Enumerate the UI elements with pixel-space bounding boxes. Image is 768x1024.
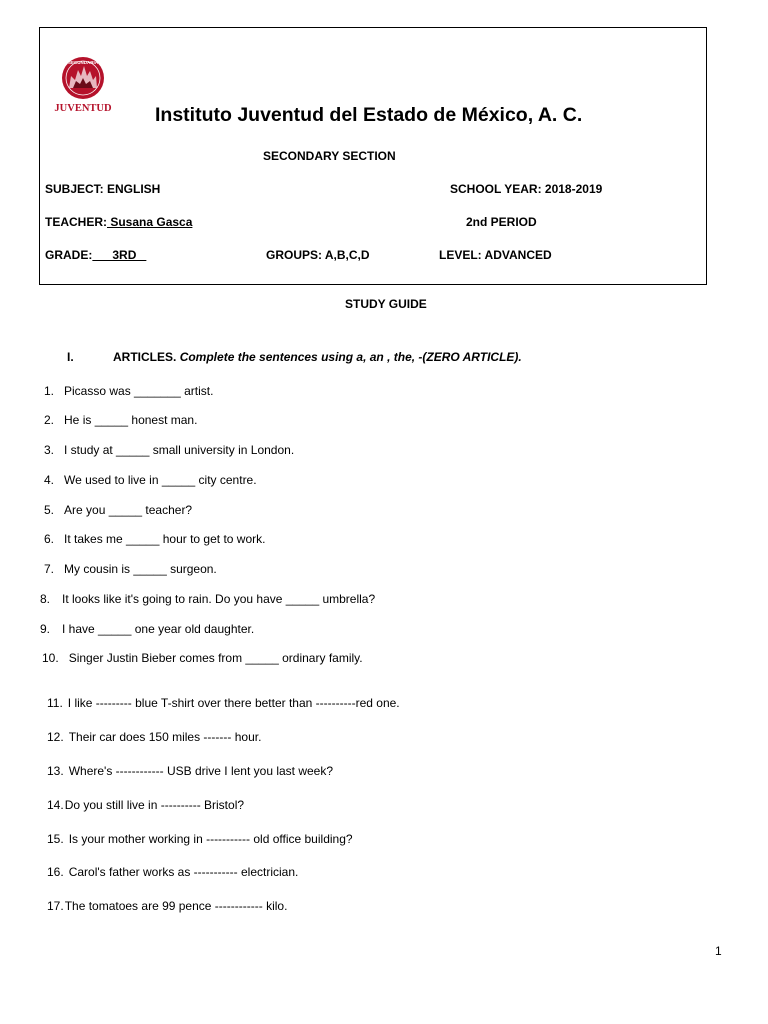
question-number: 1. — [44, 384, 55, 398]
question-number: 14. — [47, 798, 64, 812]
grade-value: 3RD — [92, 248, 147, 262]
level-label: LEVEL: ADVANCED — [439, 248, 552, 262]
section-heading — [67, 350, 522, 364]
question-item — [44, 473, 257, 487]
svg-text:JUVENTUD: JUVENTUD — [54, 103, 112, 114]
question-text: Is your mother working in ----------- old office building? — [68, 832, 353, 846]
question-item — [44, 384, 213, 398]
question-text: He is _____ honest man. — [64, 413, 198, 427]
question-text: I have _____ one year old daughter. — [62, 622, 255, 636]
question-text: Picasso was _______ artist. — [64, 384, 214, 398]
question-text: I like --------- blue T-shirt over there better than ----------red one. — [67, 696, 400, 710]
question-number: 13. — [47, 764, 64, 778]
question-text: My cousin is _____ surgeon. — [64, 562, 217, 576]
question-item — [44, 503, 192, 517]
question-text: I study at _____ small university in London. — [64, 443, 295, 457]
question-number: 16. — [47, 865, 64, 879]
question-text: The tomatoes are 99 pence ------------ kilo. — [64, 899, 288, 913]
question-number: 2. — [44, 413, 55, 427]
question-item — [44, 532, 265, 546]
section-title: ARTICLES. — [113, 350, 177, 364]
question-item — [47, 865, 298, 879]
question-item — [47, 764, 333, 778]
section-number: I. — [67, 350, 74, 364]
question-text: Carol's father works as ----------- electrician. — [68, 865, 299, 879]
question-number: 15. — [47, 832, 64, 846]
question-number: 17. — [47, 899, 64, 913]
subject-label: SUBJECT: ENGLISH — [45, 182, 161, 196]
svg-text:SECUNDARIA: SECUNDARIA — [67, 60, 99, 65]
school-logo — [49, 54, 117, 116]
question-item — [47, 832, 353, 846]
section-label: SECONDARY SECTION — [263, 149, 396, 163]
question-number: 10. — [42, 651, 59, 665]
school-year-label: SCHOOL YEAR: 2018-2019 — [450, 182, 603, 196]
grade-label: GRADE: 3RD — [45, 248, 147, 262]
question-number: 5. — [44, 503, 55, 517]
question-item — [47, 899, 287, 913]
question-item — [47, 798, 244, 812]
question-text: It takes me _____ hour to get to work. — [64, 532, 266, 546]
question-number: 12. — [47, 730, 64, 744]
institution-title: Instituto Juventud del Estado de México, A. C. — [155, 104, 583, 126]
question-number: 11. — [47, 696, 63, 710]
question-item — [44, 443, 294, 457]
study-guide-title: STUDY GUIDE — [345, 297, 427, 311]
question-text: We used to live in _____ city centre. — [64, 473, 257, 487]
question-number: 9. — [40, 622, 51, 636]
question-text: It looks like it's going to rain. Do you have _____ umbrella? — [62, 592, 376, 606]
question-number: 8. — [40, 592, 51, 606]
question-text: Where's ------------ USB drive I lent you last week? — [68, 764, 334, 778]
question-number: 7. — [44, 562, 55, 576]
question-item — [40, 622, 254, 636]
question-text: Singer Justin Bieber comes from _____ ordinary family. — [68, 651, 363, 665]
section-instruction: Complete the sentences using a, an , the, -(ZERO ARTICLE). — [179, 350, 522, 364]
question-number: 3. — [44, 443, 55, 457]
question-item — [47, 696, 400, 710]
teacher-name: Susana Gasca — [107, 215, 193, 229]
question-item — [44, 562, 217, 576]
question-item — [40, 592, 375, 606]
page-number: 1 — [715, 944, 722, 958]
groups-label: GROUPS: A,B,C,D — [266, 248, 370, 262]
teacher-label: TEACHER: Susana Gasca — [45, 215, 193, 229]
question-item — [47, 730, 261, 744]
question-number: 4. — [44, 473, 55, 487]
question-item — [42, 651, 363, 665]
question-text: Do you still live in ---------- Bristol? — [64, 798, 245, 812]
period-label: 2nd PERIOD — [466, 215, 537, 229]
question-text: Are you _____ teacher? — [64, 503, 193, 517]
question-text: Their car does 150 miles ------- hour. — [68, 730, 262, 744]
question-item — [44, 413, 197, 427]
question-number: 6. — [44, 532, 55, 546]
